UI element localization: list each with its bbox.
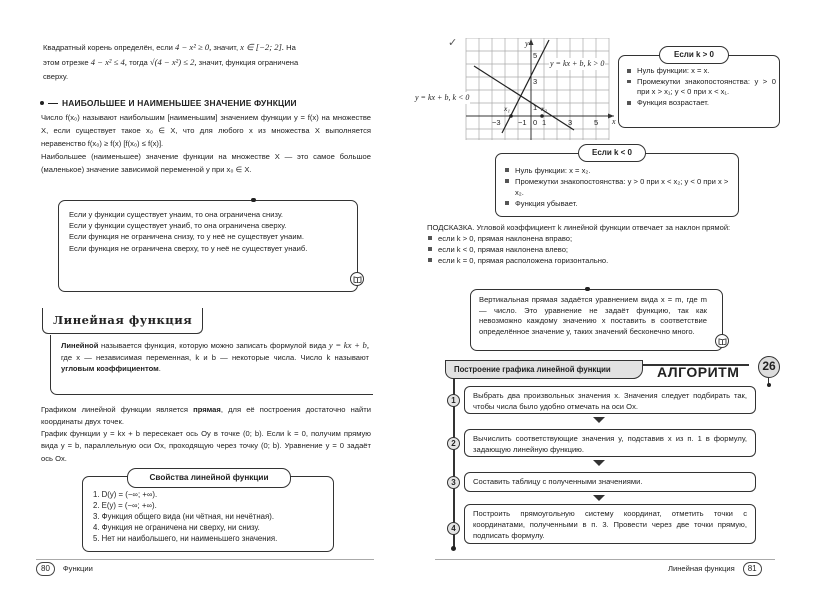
checkmark-icon: ✓: [448, 37, 458, 49]
linear-formula: y = kx + b,: [328, 340, 369, 350]
hint-item: если k < 0, прямая наклонена влево;: [427, 244, 777, 255]
step-number: 2: [447, 437, 460, 450]
x-tick: 3: [568, 118, 573, 127]
bullet-dot-icon: [40, 101, 44, 105]
k-negative-title: Если k < 0: [578, 144, 646, 162]
linear-function-graph: [415, 38, 624, 140]
decorative-line: [65, 200, 195, 201]
k-negative-item: Нуль функции: x = x₂.: [504, 165, 732, 176]
k-negative-item: Функция убывает.: [504, 198, 732, 209]
linear-function-title: [42, 308, 203, 334]
badge-dot-icon: [767, 383, 771, 387]
definition-text: где x — независимая переменная, k и b — некоторые числа. Число k называют: [61, 352, 369, 362]
intro-text: Квадратный корень определён, если: [43, 43, 176, 52]
left-footer: [36, 562, 93, 576]
intro-interval: x ∈ [−2; 2].: [240, 42, 285, 52]
k-negative-line-label: y = kx + b, k < 0: [415, 93, 470, 102]
arrow-down-icon: [593, 417, 605, 423]
algorithm-step-4: Построить прямоугольную систему координат, отметить точки с координатами, полученными в п. 3. Провести через две точки прямую, подписать формулу.: [464, 504, 756, 544]
step-number: 4: [447, 522, 460, 535]
algorithm-step-1: Выбрать два произвольных значения x. Значения следует подбирать так, чтобы числа было удобно отмечать на оси Ox.: [464, 386, 756, 414]
intro-root: √(4 − x²) ≤ 2,: [149, 57, 197, 68]
algorithm-title: Построение графика линейной функции: [445, 360, 643, 379]
algorithm-number-badge: 26: [758, 356, 780, 378]
k-positive-title: Если k > 0: [659, 46, 729, 64]
note-line: Если у функции существует yнаиб, то она ограничена сверху.: [69, 221, 287, 231]
footer-rule: [435, 559, 775, 560]
definition-text: Число f(x₀) называют наибольшим [наименьшим] значением функции y = f(x) на множестве X, если существует такое x₀ ∈ X, что для любого x из множества X выполняется неравенство f(x₀) ≥ f(x) [f(x₀) ≤ f(x)].: [41, 113, 371, 149]
hint-item: если k > 0, прямая наклонена вправо;: [427, 233, 777, 244]
hint-paragraph: [427, 222, 777, 266]
graph-bold-term: прямая: [193, 405, 221, 414]
property-item: 2. E(y) = (−∞; +∞).: [93, 501, 157, 511]
properties-list: [93, 489, 277, 544]
definition-bold-term: угловым коэффициентом: [61, 364, 159, 374]
y-tick: 1: [533, 103, 538, 112]
k-negative-item: Промежутки знакопостоянства: y > 0 при x < x₂; y < 0 при x > x₂.: [504, 176, 732, 198]
properties-title: Свойства линейной функции: [127, 468, 291, 488]
k-positive-item: Промежутки знакопостоянства: y > 0 при x > x₁; y < 0 при x < x₁.: [626, 77, 776, 98]
footer-section-title: Линейная функция: [668, 564, 735, 574]
arrow-down-icon: [593, 495, 605, 501]
definition-text: называется функция, которую можно записать формулой вида: [98, 341, 329, 350]
y-axis-label: y: [525, 39, 529, 48]
x-tick: 1: [542, 118, 547, 127]
intro-paragraph: [43, 40, 371, 83]
x-tick: −3: [492, 118, 501, 127]
section-heading: [40, 97, 297, 109]
decorative-dot-icon: [585, 287, 590, 292]
vertical-line-note-box: [470, 289, 723, 351]
definition-bold-term: Линейной: [61, 341, 99, 350]
vertical-line-note-text: Вертикальная прямая задаётся уравнением вида x = m, где m — число. Это уравнение не задаёт функцию, так как невозможно каждому значению x поставить в соответствие определённое значение y, таких значений бесконечно много.: [479, 295, 707, 336]
intro-inequality: 4 − x² ≤ 4,: [90, 57, 127, 68]
right-page: [410, 0, 820, 601]
y-tick: 3: [533, 77, 538, 86]
intro-text: сверху.: [43, 72, 69, 82]
note-line: Если функция не ограничена сверху, то у неё не существует yнаиб.: [69, 243, 308, 253]
book-icon: [350, 272, 364, 286]
step-number: 3: [447, 476, 460, 489]
y-tick: 5: [533, 51, 538, 60]
timeline-end-dot-icon: [451, 546, 456, 551]
max-min-definition: [41, 111, 371, 176]
graph-description: [41, 404, 371, 466]
property-item: 4. Функция не ограничена ни сверху, ни снизу.: [93, 523, 260, 533]
graph-text: Графиком линейной функции является: [41, 405, 194, 414]
x-tick: −1: [518, 118, 527, 127]
intro-text: этом отрезке: [43, 58, 91, 68]
hint-item: если k = 0, прямая расположена горизонтально.: [427, 255, 777, 266]
hint-text: ПОДСКАЗКА. Угловой коэффициент k линейной функции отвечает за наклон прямой:: [427, 223, 731, 232]
book-icon: [715, 334, 729, 348]
property-item: 5. Нет ни наибольшего, ни наименьшего значения.: [93, 534, 278, 544]
algorithm-step-2: Вычислить соответствующие значения y, подставив x из п. 1 в формулу, задающую линейную функцию.: [464, 429, 756, 457]
graph-text: , для её построения достаточно найти координаты двух точек.: [41, 405, 371, 426]
x-axis-label: x: [612, 117, 616, 126]
property-item: 1. D(y) = (−∞; +∞).: [93, 490, 158, 499]
right-footer: [668, 562, 762, 576]
x-tick: 5: [594, 118, 599, 127]
definition-text: .: [158, 364, 161, 374]
step-number: 1: [447, 394, 460, 407]
x1-label: x₁: [504, 104, 510, 113]
graph-text-2: График функции y = kx + b пересекает ось Oy в точке (0; b). Если k = 0, получим прямую вида y = b, параллельную оси Ox, проходящую через точку (0; b). Уравнение y = 0 задаёт ось Ox.: [41, 428, 371, 464]
dash-icon: [48, 103, 58, 104]
hint-list: [427, 233, 777, 266]
algorithm-step-3: Составить таблицу с полученными значениями.: [464, 472, 756, 492]
section-heading-text: НАИБОЛЬШЕЕ И НАИМЕНЬШЕЕ ЗНАЧЕНИЕ ФУНКЦИИ: [62, 98, 297, 108]
page-number: 81: [743, 562, 762, 576]
algorithm-block: [445, 359, 780, 554]
x2-label: x₂: [541, 104, 547, 113]
k-negative-list: [504, 165, 732, 209]
k-positive-item: Нуль функции: x = x.: [626, 66, 776, 77]
k-positive-box: [618, 50, 780, 128]
k-positive-item: Функция возрастает.: [626, 98, 776, 109]
linear-definition-box: [50, 335, 373, 395]
intro-text: значит,: [211, 43, 241, 52]
intro-text: значит, функция ограничена: [196, 58, 299, 68]
intro-condition: 4 − x² ≥ 0,: [175, 42, 212, 52]
x-tick: 0: [533, 118, 538, 127]
note-lines: [69, 209, 339, 254]
linear-function-title-text: Линейная функция: [53, 313, 193, 327]
intro-text: тогда: [126, 58, 150, 68]
decorative-dot-icon: [251, 198, 256, 203]
definition-text-2: Наибольшее (наименьшее) значение функции на множестве X — это самое большое (маленькое) значение зависимой переменной y при x₀ ∈ X.: [41, 152, 371, 175]
properties-box: [82, 473, 334, 552]
arrow-down-icon: [593, 460, 605, 466]
k-positive-list: [626, 66, 776, 109]
footer-section-title: Функции: [62, 564, 93, 574]
footer-rule: [36, 559, 374, 560]
note-line: Если у функции существует yнаим, то она ограничена снизу.: [69, 210, 284, 219]
boundedness-note-box: [58, 200, 358, 292]
k-positive-line-label: y = kx + b, k > 0: [550, 59, 605, 68]
k-negative-box: [495, 148, 739, 217]
property-item: 3. Функция общего вида (ни чётная, ни нечётная).: [93, 512, 275, 522]
intro-text: На: [284, 43, 296, 52]
decorative-line: [477, 289, 587, 290]
note-line: Если функция не ограничена снизу, то у неё не существует yнаим.: [69, 232, 304, 242]
algorithm-label: АЛГОРИТМ: [657, 364, 740, 380]
page-number: 80: [36, 562, 55, 576]
